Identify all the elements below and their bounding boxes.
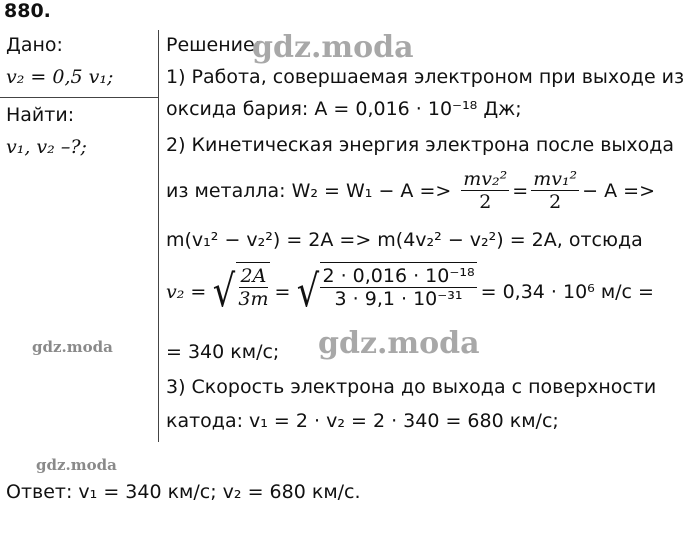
step2-line2	[166, 168, 655, 213]
given-line: v₂ = 0,5 v₁;	[6, 66, 114, 88]
watermark-bottom: gdz.moda	[36, 456, 117, 474]
fraction-2a-3m	[236, 265, 270, 310]
fraction-mv1-denominator: 2	[549, 191, 562, 213]
given-header: Дано:	[6, 34, 63, 56]
watermark-left: gdz.moda	[32, 338, 113, 356]
fraction-mv1	[531, 168, 579, 213]
fraction-mv1-numerator: mv₁²	[533, 168, 578, 190]
step3-line2: катода: v₁ = 2 · v₂ = 2 · 340 = 680 км/с;	[166, 410, 559, 432]
step2-line4	[166, 262, 654, 322]
fraction-numeric-numerator: 2 · 0,016 · 10⁻¹⁸	[322, 265, 475, 287]
fraction-mv2-numerator: mv₂²	[463, 168, 508, 190]
radical-sign: √	[213, 266, 236, 317]
equals-sign-2: =	[274, 281, 291, 303]
step3-line1: 3) Скорость электрона до выхода с поверхности	[166, 376, 657, 398]
find-line: v₁, v₂ –?;	[6, 136, 87, 158]
step2-line1: 2) Кинетическая энергия электрона после выхода	[166, 134, 675, 156]
given-find-divider	[0, 97, 158, 98]
step2-line3: m(v₁² − v₂²) = 2A => m(4v₂² − v₂²) = 2A, отсюда	[166, 229, 643, 251]
watermark-middle: gdz.moda	[318, 326, 480, 361]
watermark-top: gdz.moda	[252, 30, 414, 65]
fraction-mv2-denominator: 2	[479, 191, 492, 213]
problem-number: 880.	[4, 0, 51, 22]
fraction-numeric-denominator: 3 · 9,1 · 10⁻³¹	[334, 288, 463, 310]
step1-line2: оксида бария: A = 0,016 · 10⁻¹⁸ Дж;	[166, 98, 522, 120]
step2-line2-prefix: из металла: W₂ = W₁ − A =>	[166, 179, 452, 202]
step2-line2-suffix: − A =>	[582, 179, 656, 202]
step1-line1: 1) Работа, совершаемая электроном при выходе из	[166, 66, 684, 88]
solution-header: Решение:	[166, 34, 262, 56]
fraction-mv2	[461, 168, 509, 213]
sqrt-2a-3m	[210, 262, 270, 322]
find-header: Найти:	[6, 104, 75, 126]
step2-line5: = 340 км/с;	[166, 341, 280, 363]
step2-line4-prefix: v₂ =	[166, 281, 207, 303]
answer-line: Ответ: v₁ = 340 км/с; v₂ = 680 км/с.	[6, 481, 361, 503]
column-divider	[158, 30, 159, 442]
equals-sign: =	[512, 179, 529, 202]
sqrt-numeric	[294, 262, 476, 322]
fraction-3m-denominator: 3m	[238, 288, 269, 310]
fraction-numeric	[320, 265, 476, 310]
fraction-2a-numerator: 2A	[240, 265, 267, 287]
radical-sign-2: √	[297, 266, 320, 317]
step2-line4-suffix: = 0,34 · 10⁶ м/с =	[480, 281, 654, 303]
